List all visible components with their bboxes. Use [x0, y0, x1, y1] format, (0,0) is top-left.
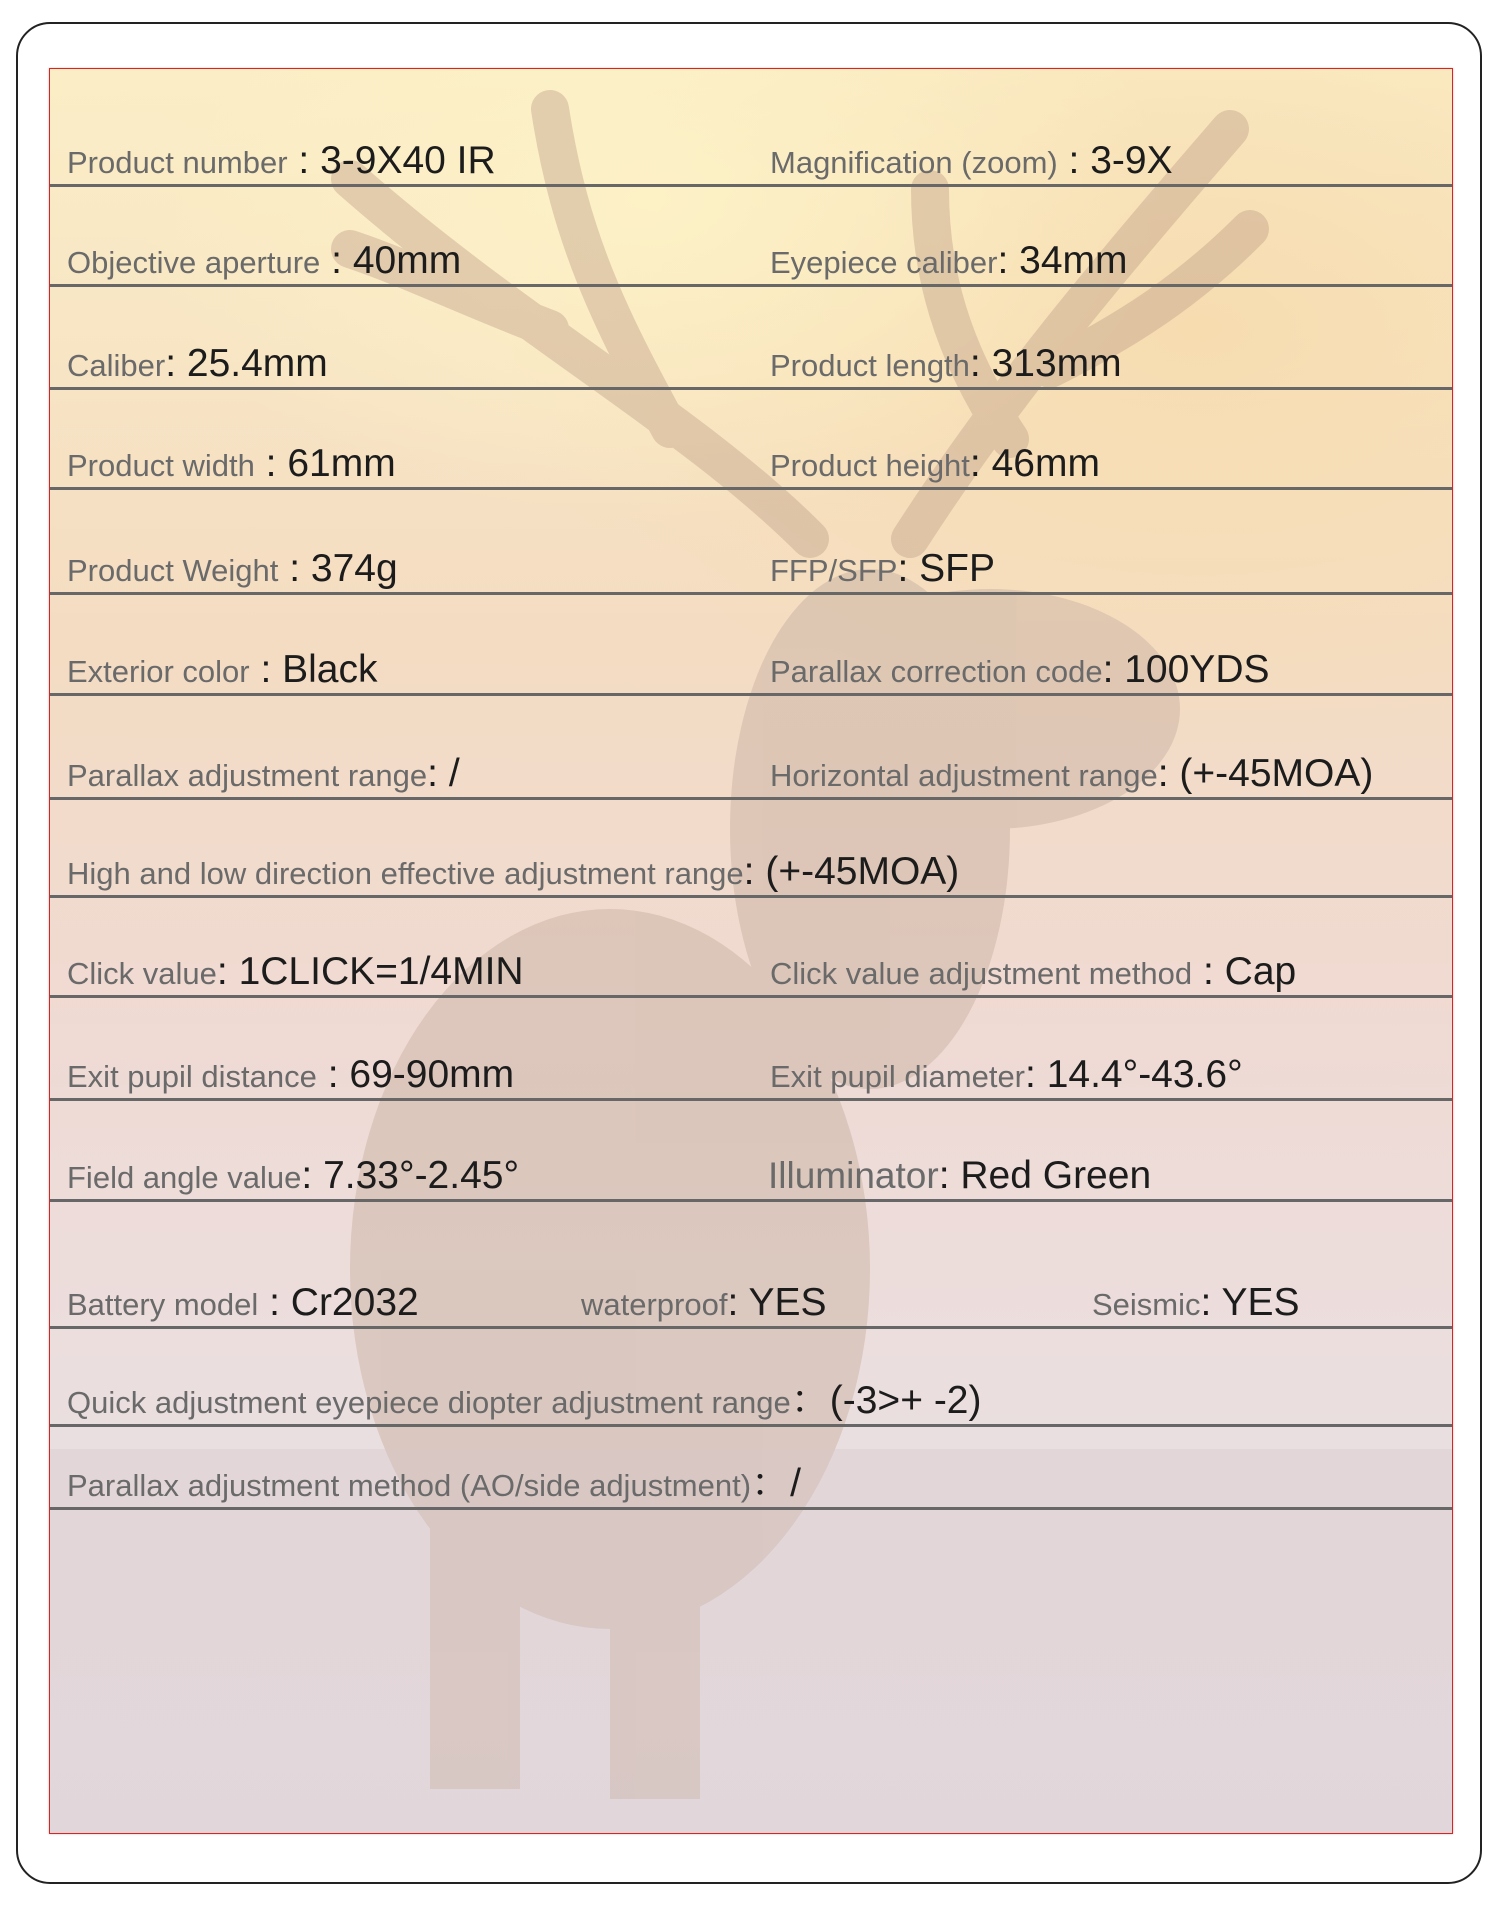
spec-label: Product length	[770, 348, 970, 383]
spec-row	[50, 1462, 1453, 1510]
spec-product-length	[770, 344, 1122, 383]
spec-label: Caliber	[67, 348, 166, 383]
spec-seismic	[1092, 1283, 1300, 1322]
spec-value: 14.4°-43.6°	[1046, 1053, 1243, 1096]
spec-value: 46mm	[991, 442, 1100, 485]
spec-label: Click value	[67, 956, 217, 991]
spec-value: Cap	[1224, 950, 1297, 993]
spec-value: 40mm	[352, 239, 462, 282]
spec-row	[50, 850, 1453, 898]
spec-row	[50, 547, 1453, 595]
spec-row	[50, 1281, 1453, 1329]
spec-separator: :	[249, 648, 283, 691]
spec-separator: :	[997, 239, 1020, 282]
spec-product-height	[770, 444, 1100, 483]
spec-diopter-adjustment-range	[67, 1381, 981, 1420]
spec-separator: :	[1200, 1281, 1222, 1324]
spec-row	[50, 442, 1453, 490]
spec-separator: :	[278, 547, 311, 590]
spec-waterproof	[581, 1283, 826, 1322]
spec-value: (+-45MOA)	[765, 850, 960, 893]
spec-row	[50, 1379, 1453, 1427]
spec-sheet	[49, 68, 1453, 1834]
spec-value: /	[790, 1462, 801, 1505]
spec-value: 1CLICK=1/4MIN	[238, 950, 524, 993]
spec-row	[50, 342, 1453, 390]
spec-separator: :	[1102, 648, 1125, 691]
spec-row	[50, 752, 1453, 800]
spec-separator: :	[258, 1281, 291, 1324]
spec-parallax-correction-code	[770, 650, 1270, 689]
spec-separator: :	[1057, 139, 1091, 182]
spec-horizontal-adjustment-range	[770, 754, 1373, 793]
spec-label: Seismic	[1092, 1287, 1201, 1322]
spec-exit-pupil-distance	[67, 1055, 514, 1094]
spec-label: Objective aperture	[67, 245, 321, 280]
spec-label: FFP/SFP	[770, 553, 898, 588]
spec-separator: :	[743, 850, 766, 893]
spec-label: Magnification (zoom)	[770, 145, 1058, 180]
spec-label: Product number	[67, 145, 288, 180]
spec-label: Exit pupil distance	[67, 1059, 317, 1094]
spec-value: 374g	[310, 547, 398, 590]
spec-battery-model	[67, 1283, 419, 1322]
spec-value: 69-90mm	[349, 1053, 515, 1096]
spec-value: 313mm	[991, 342, 1122, 385]
spec-product-weight	[67, 549, 398, 588]
spec-value: 100YDS	[1124, 648, 1270, 691]
spec-separator: :	[969, 342, 992, 385]
spec-value: YES	[1221, 1281, 1300, 1324]
spec-separator: :	[1192, 950, 1225, 993]
spec-click-value	[67, 952, 524, 991]
spec-field-angle-value	[67, 1156, 519, 1195]
spec-separator: :	[897, 547, 920, 590]
spec-label: Eyepiece caliber	[770, 245, 998, 280]
spec-value: 7.33°-2.45°	[323, 1154, 520, 1197]
spec-click-adjustment-method	[770, 952, 1296, 991]
spec-separator: :	[938, 1154, 961, 1197]
spec-product-number	[67, 141, 496, 180]
spec-value: (+-45MOA)	[1179, 752, 1374, 795]
spec-value: 3-9X40 IR	[320, 139, 496, 182]
spec-label: waterproof	[581, 1287, 728, 1322]
spec-value: 3-9X	[1090, 139, 1173, 182]
spec-label: Parallax correction code	[770, 654, 1103, 689]
spec-separator: :	[254, 442, 288, 485]
spec-row	[50, 648, 1453, 696]
spec-caliber	[67, 344, 328, 383]
spec-row	[50, 950, 1453, 998]
spec-ffp-sfp	[770, 549, 995, 588]
spec-objective-aperture	[67, 241, 461, 280]
spec-value: Red Green	[960, 1154, 1152, 1197]
spec-separator: :	[287, 139, 321, 182]
spec-label: Quick adjustment eyepiece diopter adjustment range	[67, 1385, 791, 1420]
spec-label: Field angle value	[67, 1160, 302, 1195]
spec-label: Product width	[67, 448, 255, 483]
spec-label: High and low direction effective adjustment range	[67, 856, 744, 891]
spec-label: Horizontal adjustment range	[770, 758, 1158, 793]
spec-label: Battery model	[67, 1287, 259, 1322]
spec-value: Black	[282, 648, 378, 691]
spec-label: Parallax adjustment method (AO/side adjustment)	[67, 1468, 752, 1503]
spec-value: YES	[748, 1281, 827, 1324]
spec-separator: :	[427, 752, 449, 795]
spec-exterior-color	[67, 650, 378, 689]
spec-separator: :	[316, 1053, 350, 1096]
spec-separator: :	[165, 342, 187, 385]
spec-separator: :	[216, 950, 239, 993]
spec-separator: ：	[790, 1379, 830, 1422]
spec-exit-pupil-diameter	[770, 1055, 1243, 1094]
spec-separator: :	[301, 1154, 324, 1197]
spec-high-low-adjustment-range	[67, 852, 959, 891]
spec-separator: :	[1157, 752, 1180, 795]
spec-parallax-adjustment-method	[67, 1464, 801, 1503]
spec-value: 25.4mm	[186, 342, 328, 385]
spec-row	[50, 1154, 1453, 1202]
spec-label: Exit pupil diameter	[770, 1059, 1026, 1094]
spec-value: 34mm	[1019, 239, 1128, 282]
spec-row	[50, 139, 1453, 187]
spec-value: Cr2032	[290, 1281, 419, 1324]
spec-magnification	[770, 141, 1173, 180]
spec-separator: ：	[751, 1462, 791, 1505]
spec-value: (-3>+ -2)	[829, 1379, 982, 1422]
spec-label: Illuminator	[768, 1155, 939, 1196]
spec-illuminator	[768, 1156, 1151, 1195]
spec-label: Parallax adjustment range	[67, 758, 428, 793]
spec-separator: :	[727, 1281, 749, 1324]
spec-row	[50, 1053, 1453, 1101]
spec-separator: :	[969, 442, 992, 485]
spec-label: Exterior color	[67, 654, 250, 689]
spec-value: 61mm	[287, 442, 396, 485]
spec-label: Product Weight	[67, 553, 279, 588]
spec-product-width	[67, 444, 396, 483]
spec-label: Product height	[770, 448, 970, 483]
spec-separator: :	[320, 239, 353, 282]
spec-eyepiece-caliber	[770, 241, 1128, 280]
spec-parallax-adjustment-range	[67, 754, 460, 793]
spec-value: SFP	[919, 547, 995, 590]
spec-value: /	[448, 752, 460, 795]
spec-label: Click value adjustment method	[770, 956, 1193, 991]
spec-row	[50, 239, 1453, 287]
spec-separator: :	[1025, 1053, 1047, 1096]
